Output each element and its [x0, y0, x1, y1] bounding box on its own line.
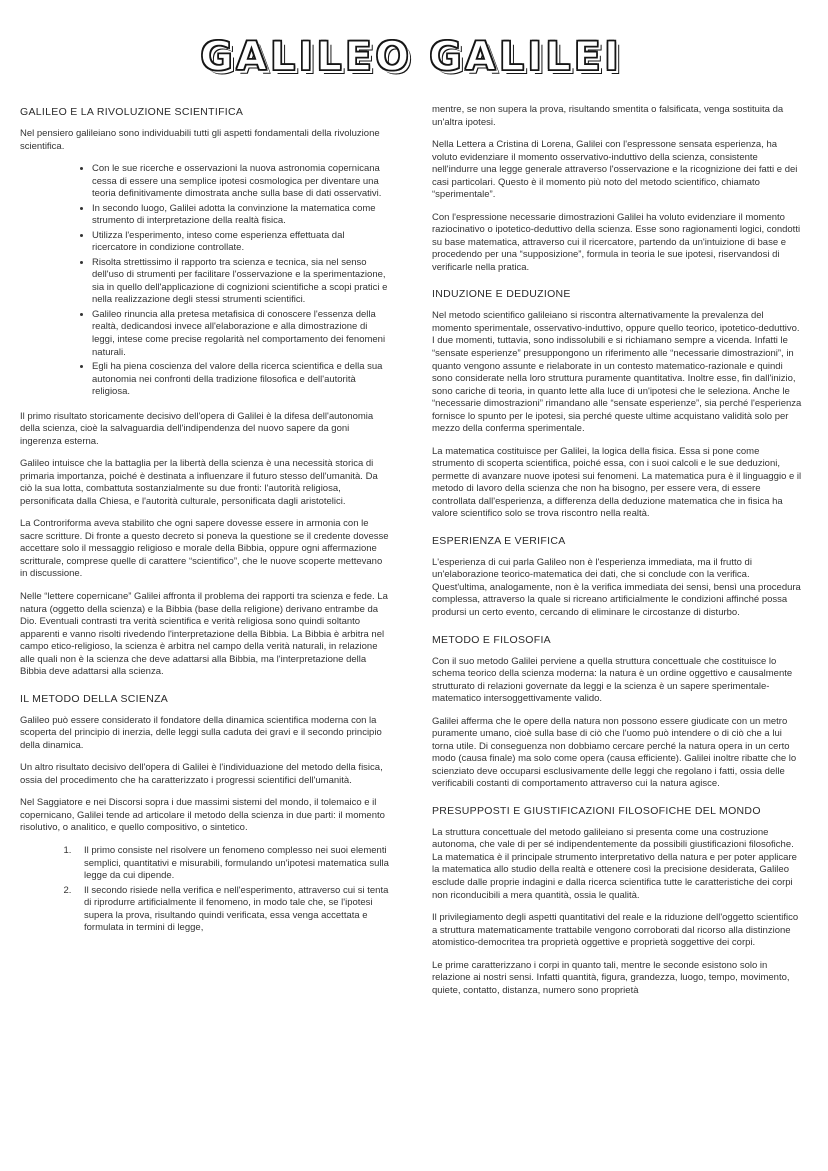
- paragraph: La struttura concettuale del metodo galileiano si presenta come una costruzione autonoma, che vale di per sé indipendentemente da possibili giustificazioni filosofiche. La matematica è il principale strumento interpretativo della natura e per poter applicare la matematica allo studio della realtà e ottenere così la precisione desiderata, Galileo esclude dalle proprie indagini e dalla ricerca scientifica tutte le caratteristiche dei corpi non riconducibili a mera quantità, ossia le qualità.: [432, 826, 797, 901]
- heading-presupposti-e-giustificazioni: PRESUPPOSTI E GIUSTIFICAZIONI FILOSOFICHE DEL MONDO: [432, 804, 761, 817]
- two-column-layout: [20, 104, 802, 1007]
- left-column: [20, 104, 390, 945]
- heading-metodo-e-filosofia: METODO E FILOSOFIA: [432, 633, 551, 646]
- paragraph: Galileo intuisce che la battaglia per la libertà della scienza è una necessità storica di primaria importanza, poiché è destinata a influenzare il futuro stesso dell'umanità. Da ciò la sua lotta, combattuta sostanzialmente su due fronti: l'autorità religiosa, personificata dalla Chiesa, e l'autorità culturale, personificata dagli aristotelici.: [20, 458, 378, 507]
- numbered-item: 1. Il primo consiste nel risolvere un fenomeno complesso nei suoi elementi semplici, quantitativi e misurabili, formulando un'ipotesi matematica sulla legge da cui dipende.: [74, 845, 390, 883]
- paragraph: Nel pensiero galileiano sono individuabili tutti gli aspetti fondamentali della rivoluzione scientifica.: [20, 128, 380, 152]
- bullet-item: • Egli ha piena coscienza del valore della ricerca scientifica e della sua autonomia nei confronti della tradizione filosofica e dell'autorità religiosa.: [92, 361, 390, 399]
- right-column: [432, 104, 802, 1007]
- paragraph: Galilei afferma che le opere della natura non possono essere giudicate con un metro puramente umano, cioè sulla base di ciò che l'uomo può intendere o di ciò che a lui torna utile. Di conseguenza non dobbiamo cercare perché la natura opera in un certo modo (causa finale) ma solo come opera (causa efficiente). Galilei inoltre ribatte che lo scienziato deve occuparsi esclusivamente delle leggi che regolano i fatti, ossia delle verificabili costanti di comportamento attraverso cui la natura agisce.: [432, 715, 797, 790]
- bullet-item: • Galileo rinuncia alla pretesa metafisica di conoscere l'essenza della realtà, dedicandosi invece all'elaborazione e alla dimostrazione di leggi, intese come precise regolarità nel comportamento dei fenomeni naturali.: [92, 309, 390, 359]
- paragraph: Il privilegiamento degli aspetti quantitativi del reale e la riduzione dell'oggetto scientifico a struttura matematicamente trattabile vengono corroborati dal ricorso alla distinzione atomistico-democritea tra proprietà oggettive e proprietà soggettive dei corpi.: [432, 912, 799, 949]
- paragraph: Galileo può essere considerato il fondatore della dinamica scientifica moderna con la scoperta del principio di inerzia, delle leggi sulla caduta dei gravi e il secondo principio della dinamica.: [20, 714, 382, 751]
- paragraph: mentre, se non supera la prova, risultando smentita o falsificata, venga sostituita da un'altra ipotesi.: [432, 104, 784, 128]
- paragraph: Nel Saggiatore e nei Discorsi sopra i due massimi sistemi del mondo, il tolemaico e il copernicano, Galilei tende ad articolare il metodo della scienza in due parti: il momento risolutivo, o analitico, e quello compositivo, o sintetico.: [20, 797, 385, 834]
- numbered-item: 2. Il secondo risiede nella verifica e nell'esperimento, attraverso cui si tenta di riprodurre artificialmente il fenomeno, in modo tale che, se l'ipotesi supera la prova, risultando quindi verificata, essa venga accettata e formulata in termini di legge,: [74, 885, 390, 935]
- paragraph: Nella Lettera a Cristina di Lorena, Galilei con l'espressone sensata esperienza, ha voluto evidenziare il momento osservativo-induttivo della scienza, consistente nell'indurre una legge generale attraverso l'osservazione e la ricognizione dei fatti e dei casi particolari. Questo è il momento più noto del metodo scientifico, chiamato “sperimentale”.: [432, 139, 798, 201]
- paragraph: Il primo risultato storicamente decisivo dell'opera di Galilei è la difesa dell'autonomia della scienza, cioè la salvaguardia dell'indipendenza del nuovo sapere da goni ingerenza esterna.: [20, 410, 374, 447]
- document-title: GALILEO GALILEI: [200, 34, 622, 80]
- paragraph: Con l'espressione necessarie dimostrazioni Galilei ha voluto evidenziare il momento raziocinativo o ipotetico-deduttivo della scienza. Esse sono ragionamenti logici, condotti su base matematica, attraverso cui il ricercatore, partendo da un'intuizione di base e procedendo per una “supposizione”, formula in teoria le sue ipotesi, riservandosi di verificarle nella pratica.: [432, 211, 801, 273]
- paragraph: L'esperienza di cui parla Galileo non è l'esperienza immediata, ma il frutto di un'elaborazione teorico-matematica dei dati, che si conclude con la verifica. Quest'ultima, analogamente, non è la verifica immediata dei sensi, bensì una procedura complessa, attraverso la quale si ricreano artificialmente le condizioni affinché possa prodursi un certo evento, cercando di eliminare le circostanze di disturbo.: [432, 556, 801, 618]
- bullet-item: • In secondo luogo, Galilei adotta la convinzione la matematica come strumento di interpretazione della realtà fisica.: [92, 203, 390, 228]
- bullet-item: • Con le sue ricerche e osservazioni la nuova astronomia copernicana cessa di essere una semplice ipotesi cosmologica per diventare una teoria definitivamente dimostrata anche sulla base di dati osservativi.: [92, 163, 390, 201]
- paragraph: Un altro risultato decisivo dell'opera di Galilei è l'individuazione del metodo della fisica, ossia del procedimento che ha caratterizzato i progressi scientifici dell'umanità.: [20, 762, 383, 786]
- bullet-item: • Risolta strettissimo il rapporto tra scienza e tecnica, sia nel senso dell'uso di strumenti per facilitare l'osservazione e la sperimentazione, sia in quello dell'applicazione di cognizioni scientifiche a scopi pratici e nella realizzazione degli stessi strumenti scientifici.: [92, 257, 390, 307]
- paragraph: Le prime caratterizzano i corpi in quanto tali, mentre le seconde esistono solo in relazione ai nostri sensi. Infatti quantità, figura, grandezza, luogo, tempo, movimento, quiete, contatto, distanza, numero sono proprietà: [432, 959, 790, 996]
- paragraph: La Controriforma aveva stabilito che ogni sapere dovesse essere in armonia con le sacre scritture. Di fronte a questo decreto si poneva la questione se il credente dovesse accettare solo il messaggio religioso e morale della Bibbia, oppure ogni affermazione scritturale, comprese quelle di carattere “scientifico”, che le nuove scoperte mettevano in discussione.: [20, 518, 389, 580]
- bullet-list-rivoluzione: [20, 163, 390, 399]
- bullet-item: • Utilizza l'esperimento, inteso come esperienza effettuata dal ricercatore in condizione controllate.: [92, 230, 390, 255]
- paragraph: La matematica costituisce per Galilei, la logica della fisica. Essa si pone come strumento di scoperta scientifica, poiché essa, con i suoi calcoli e le sue deduzioni, permette di avanzare nuove ipotesi sui fenomeni. La matematica pura è il linguaggio e il metodo di lavoro della scienza che non ha bisogno, per essere vera, di essere controllata dall'esperienza, a differenza della deduzione matematica che in fisica ha valore scientifico solo se trova riscontro nella realtà.: [432, 445, 802, 520]
- paragraph: Nelle “lettere copernicane” Galilei affronta il problema dei rapporti tra scienza e fede. La natura (oggetto della scienza) e la Bibbia (base della religione) derivano entrambe da Dio. Eventuali contrasti tra verità scientifica e verità religiosa sono quindi soltanto apparenti e vanno risolti rivedendo l'interpretazione della Bibbia. La Bibbia è arbitra nel campo etico-religioso, la scienza è arbitra nel campo della verità naturali, in relazione alle quali non è la scienza che deve adattarsi alla Bibbia, ma l'interpretazione della Bibbia deve adattarsi alla scienza.: [20, 591, 388, 678]
- paragraph: Nel metodo scientifico galileiano si riscontra alternativamente la prevalenza del momento sperimentale, osservativo-induttivo, oppure quello teorico, ipotetico-deduttivo. I due momenti, tuttavia, sono indissolubili e si richiamano sempre a vicenda. Infatti le “sensate esperienze” presuppongono un riferimento alle “necessarie dimostrazioni”, in quanto vengono assunte e rielaborate in un contesto matematico-razionale e quindi sono considerate nella loro struttura puramente quantitativa. Inoltre esse, fin dall'inizio, sono cariche di teoria, in quanto lette alla luce di un'ipotesi che le seleziona. Anche le “necessarie dimostrazioni” rimandano alle “sensate esperienze”, sia perché l'esperienza fornisce lo spunto per le ipotesi, sia perché queste ultime acquistano validità solo per mezzo della conferma sperimentale.: [432, 310, 802, 435]
- heading-esperienza-e-verifica: ESPERIENZA E VERIFICA: [432, 534, 566, 547]
- heading-induzione-e-deduzione: INDUZIONE E DEDUZIONE: [432, 288, 571, 301]
- paragraph: Con il suo metodo Galilei perviene a quella struttura concettuale che costituisce lo schema teorico della scienza moderna: la natura è un ordine oggettivo e causalmente strutturato di relazioni governate da leggi e la scienza è un sapere sperimentale-matematico intersoggettivamente valido.: [432, 655, 793, 705]
- heading-il-metodo-della-scienza: IL METODO DELLA SCIENZA: [20, 692, 169, 705]
- heading-galileo-e-la-rivoluzione-scientifica: GALILEO E LA RIVOLUZIONE SCIENTIFICA: [20, 106, 244, 118]
- numbered-list-metodo: [20, 845, 390, 935]
